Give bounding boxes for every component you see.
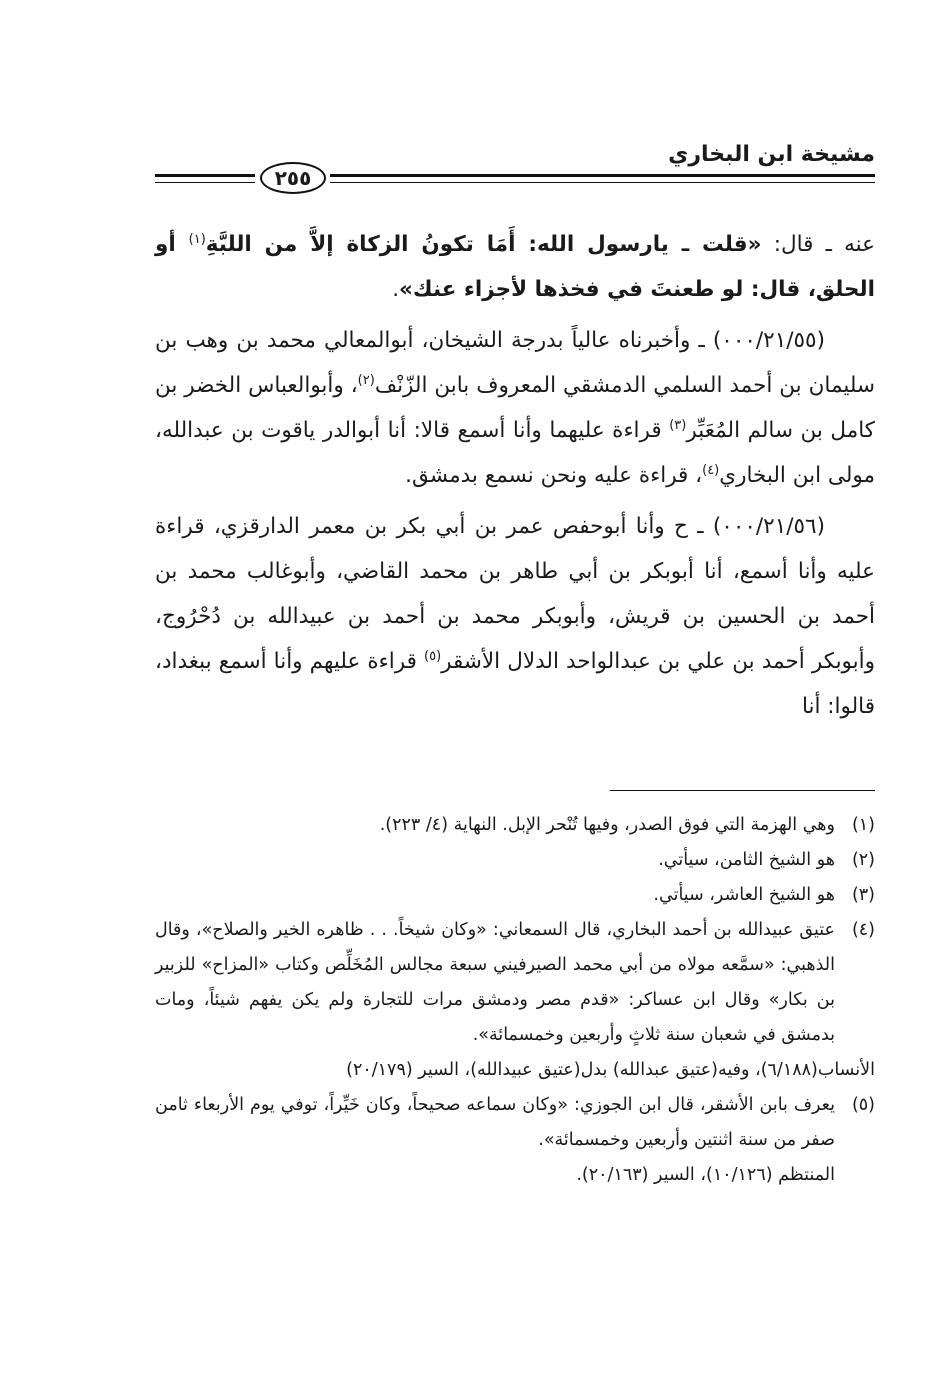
paragraph-2-text-a: (٠٠٠/٢١/٥٥) ـ وأخبرناه عالياً بدرجة الشيخان، أبوالمعالي محمد بن وهب بن سليمان بن أحمد السلمي الدمشقي المعروف بابن الزّنْف — [155, 328, 875, 398]
header-rule-left — [155, 174, 255, 183]
footnote-number: (٥) — [851, 1095, 875, 1115]
footnote-text: هو الشيخ العاشر، سيأتي. — [653, 885, 835, 905]
footnote-2 — [155, 843, 875, 878]
header-rule-right — [330, 174, 875, 183]
footnote-body — [155, 1088, 835, 1193]
footnote-number: (٣) — [851, 885, 875, 905]
footnote-text: يعرف بابن الأشقر، قال ابن الجوزي: «وكان سماعه صحيحاً، وكان خَيِّراً، توفي يوم الأربعاء ثامن صفر من سنة اثنتين وأربعين وخمسمائة». — [155, 1095, 835, 1150]
paragraph-3 — [155, 504, 875, 729]
footnote-ref-1: (١) — [188, 231, 206, 247]
footnote-4 — [155, 913, 875, 1053]
page-header — [155, 138, 875, 198]
paragraph-2-text-c: قراءة عليهما وأنا أسمع قالا: أنا أبوالدر ياقوت بن عبدالله، مولى ابن البخاري — [155, 418, 875, 488]
running-title: مشيخة ابن البخاري — [668, 142, 875, 167]
paragraph-2-text-b: ، وأبوالعباس الخضر بن كامل بن سالم المُعَبِّر — [155, 373, 875, 443]
footnote-ref-5: (٥) — [424, 648, 442, 664]
paragraph-3-text-b: قراءة عليهم وأنا أسمع ببغداد، قالوا: أنا — [155, 649, 875, 719]
footnote-ref-3: (٣) — [669, 417, 687, 433]
paragraph-2-text-d: ، قراءة عليه ونحن نسمع بدمشق. — [405, 463, 703, 488]
footnote-number: (١) — [851, 815, 875, 835]
footnote-separator — [610, 790, 875, 791]
page-number: ٢٥٥ — [260, 162, 326, 194]
footnote-5-sources: المنتظم (١٠/١٢٦)، السير (٢٠/١٦٣). — [576, 1165, 835, 1185]
paragraph-2 — [155, 318, 875, 498]
paragraph-1-intro: عنه ـ قال: — [761, 232, 875, 257]
paragraph-1-end: . — [392, 277, 400, 302]
footnote-3 — [155, 878, 875, 913]
main-text — [155, 222, 875, 729]
footnote-ref-4: (٤) — [702, 462, 720, 478]
footnote-text: عتيق عبيدالله بن أحمد البخاري، قال السمعاني: «وكان شيخاً. . . ظاهره الخير والصلاح»، وقال الذهبي: «سمَّعه مولاه من أبي محمد الصيرفيني سبعة مجالس المُخَلِّص وكتاب «المزاح» للزبير بن بكار» وقال ابن عساكر: «قدم مصر ودمشق مرات للتجارة ولم يكن يفهم شيئاً، ومات بدمشق في شعبان سنة ثلاثٍ وأربعين وخمسمائة». — [155, 920, 835, 1045]
paragraph-3-text-a: (٠٠٠/٢١/٥٦) ـ ح وأنا أبوحفص عمر بن أبي بكر بن معمر الدارقزي، قراءة عليه وأنا أسمع، أنا أبوبكر بن أبي طاهر بن محمد القاضي، وأبوغالب محمد بن أحمد بن الحسين بن قريش، وأبوبكر محمد بن أحمد بن عبيدالله بن دُحْرُوج، وأبوبكر أحمد بن علي بن عبدالواحد الدلال الأشقر — [155, 514, 875, 674]
footnote-text: هو الشيخ الثامن، سيأتي. — [658, 850, 835, 870]
footnote-number: (٤) — [851, 920, 875, 940]
book-page — [155, 0, 875, 1384]
footnote-1 — [155, 808, 875, 843]
footnotes — [155, 808, 875, 1193]
footnote-text: وهي الهزمة التي فوق الصدر، وفيها تُنْحر الإبل. النهاية (٤/ ٢٢٣). — [379, 815, 835, 835]
footnote-ref-2: (٢) — [357, 372, 375, 388]
footnote-4-sources: الأنساب(٦/١٨٨)، وفيه(عتيق عبدالله) بدل(عتيق عبيدالله)، السير (٢٠/١٧٩) — [346, 1060, 875, 1080]
footnote-number: (٢) — [851, 850, 875, 870]
paragraph-1 — [155, 222, 875, 312]
hadith-quote-part-1: «قلت ـ يارسول الله: أَمَا تكونُ الزكاة إلاَّ من اللبَّةِ — [205, 232, 762, 257]
footnote-5 — [155, 1088, 875, 1193]
hadith-quote-part-2: أو الحلق، قال: لو طعنتَ في فخذها لأجزاء عنك» — [155, 232, 875, 302]
footnote-body — [155, 913, 835, 1053]
